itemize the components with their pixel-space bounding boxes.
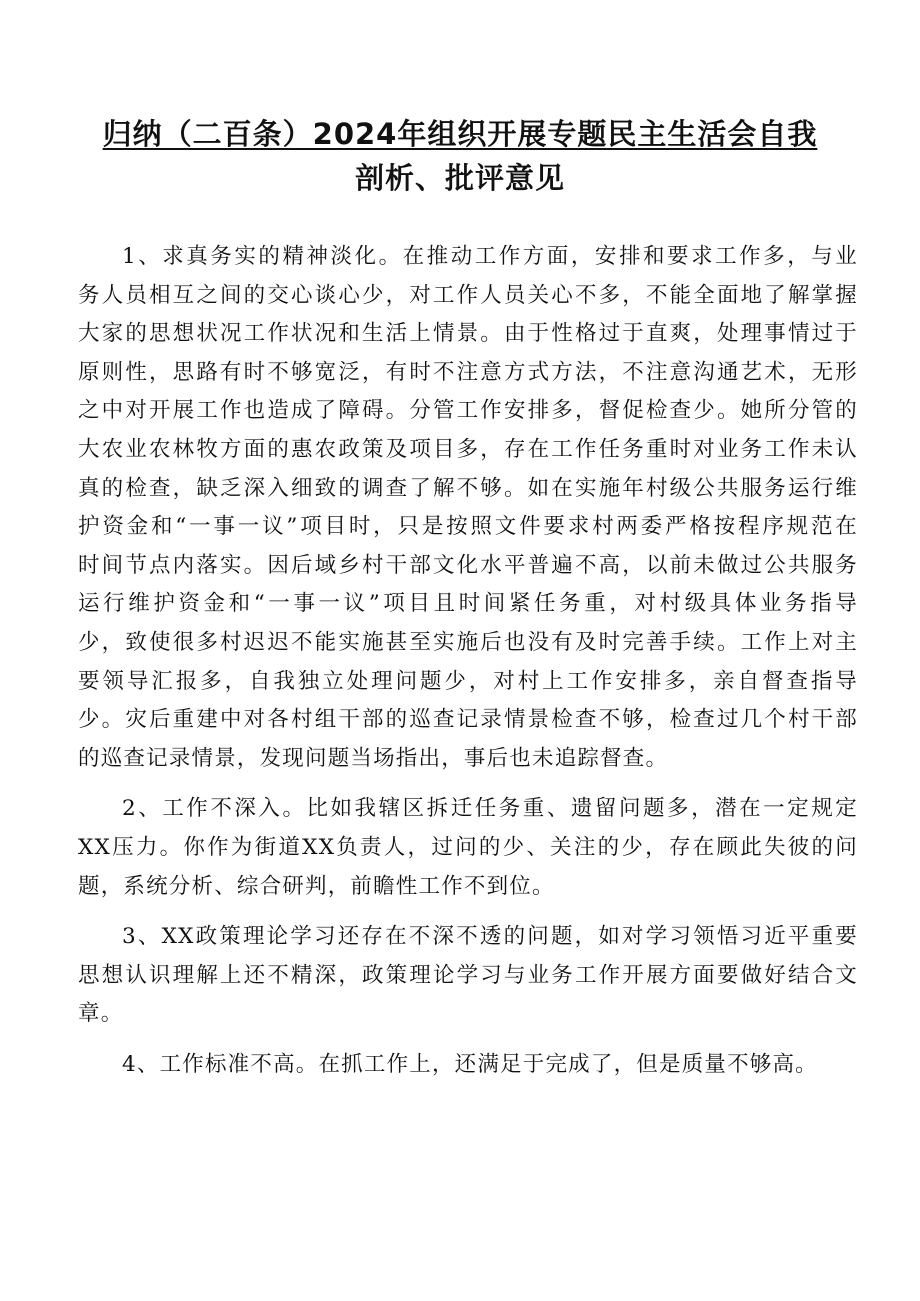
paragraph-3 [78,918,858,1034]
paragraph-line: 要领导汇报多，自我独立处理问题少，对村上工作安排多，亲自督查指导 [78,668,858,694]
paragraph-1 [78,238,858,778]
paragraph-line: 1、求真务实的精神淡化。在推动工作方面，安排和要求工作多，与业 [122,244,858,269]
paragraph-line: 思想认识理解上还不精深，政策理论学习与业务工作开展方面要做好结合文 [78,962,858,988]
paragraph-line: 运行维护资金和“一事一议”项目且时间紧任务重，对村级具体业务指导 [78,591,858,617]
paragraph-line: 4、工作标准不高。在抓工作上，还满足于完成了，但是质量不够高。 [122,1051,818,1077]
paragraph-line: XX压力。你作为街道XX负责人，过问的少、关注的少，存在顾此失彼的问 [78,834,858,860]
paragraph-line: 少。灾后重建中对各村组干部的巡查记录情景检查不够，检查过几个村干部 [78,707,858,733]
paragraph-spacer [78,778,858,790]
paragraph-4 [78,1046,858,1085]
paragraph-line: 时间节点内落实。因后域乡村干部文化水平普遍不高，以前未做过公共服务 [78,552,858,578]
paragraph-line: 护资金和“一事一议”项目时，只是按照文件要求村两委严格按程序规范在 [78,514,858,540]
paragraph-line: 务人员相互之间的交心谈心少，对工作人员关心不多，不能全面地了解掌握 [78,282,858,308]
document-title-line-2: 剖析、批评意见 [354,161,565,195]
paragraph-line: 真的检查，缺乏深入细致的调查了解不够。如在实施年村级公共服务运行维 [78,475,858,501]
paragraph-line: 3、XX政策理论学习还存在不深不透的问题，如对学习领悟习近平重要 [122,924,858,950]
paragraph-2 [78,790,858,906]
paragraph-line: 题，系统分析、综合研判，前瞻性工作不到位。 [78,873,555,899]
paragraph-line: 大农业农林牧方面的惠农政策及项目多，存在工作任务重时对业务工作未认 [78,436,858,462]
paragraph-line: 2、工作不深入。比如我辖区拆迁任务重、遗留问题多，潜在一定规定 [122,796,858,822]
paragraph-line: 章。 [78,1001,124,1027]
paragraph-line: 少，致使很多村迟迟不能实施甚至实施后也没有及时完善手续。工作上对主 [78,629,858,655]
paragraph-spacer [78,1034,858,1046]
paragraph-line: 的巡查记录情景，发现问题当场指出，事后也未追踪督查。 [78,745,669,771]
paragraph-line: 原则性，思路有时不够宽泛，有时不注意方式方法，不注意沟通艺术，无形 [78,359,858,385]
paragraph-line: 之中对开展工作也造成了障碍。分管工作安排多，督促检查少。她所分管的 [78,398,858,424]
paragraph-line: 大家的思想状况工作状况和生活上情景。由于性格过于直爽，处理事情过于 [78,321,858,347]
document-body [78,238,858,1084]
document-title-line-1: 归纳（二百条）2024年组织开展专题民主生活会自我 [102,117,818,151]
paragraph-spacer [78,906,858,918]
